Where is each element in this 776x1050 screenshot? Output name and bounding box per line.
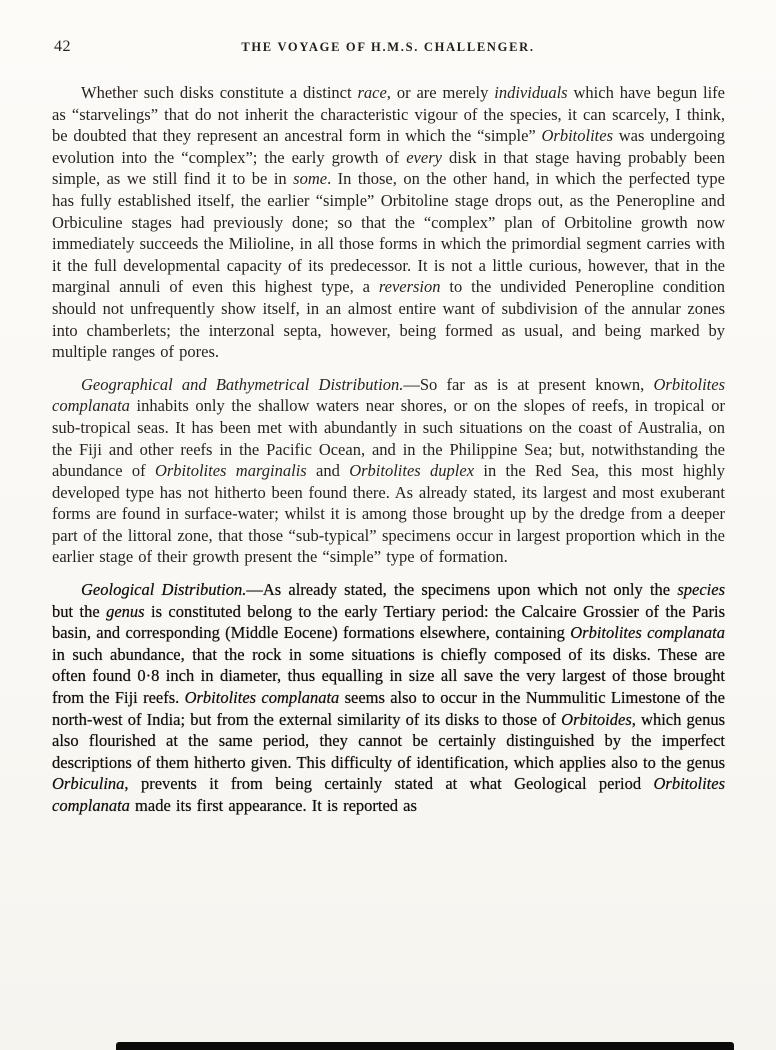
- italic-text-segment: Orbitolites complanata: [570, 623, 725, 643]
- text-segment: . In those, on the other hand, in which the perfected type has fully established itself, the earlier “simple” Orbitoline stage drops out, as the Peneropline and Orbiculine stages had previously done; so that the “complex” plan of Orbitoline growth now immediately succeeds the Milioline, in all those forms in which the primordial segment carries with it the full developmental capacity of its predecessor. It is not a little curious, however, that in the marginal annuli of even this highest type, a: [52, 169, 725, 297]
- italic-text-segment: individuals: [494, 83, 568, 102]
- scan-artifact-bar: [116, 1042, 734, 1050]
- text-segment: seems also to occur in the Nummulitic Limestone of the north-west of India; but from the external similarity of its disks to those of: [52, 688, 725, 729]
- italic-text-segment: Orbitolites duplex: [349, 461, 475, 481]
- text-segment: but the: [52, 601, 107, 621]
- italic-text-segment: Geological Distribution.: [81, 580, 247, 600]
- text-segment: made its first appearance. It is reported as: [129, 796, 417, 815]
- italic-text-segment: Orbitolites: [541, 126, 613, 146]
- text-segment: and: [306, 461, 350, 481]
- italic-text-segment: Orbitolites marginalis: [154, 461, 307, 481]
- page-number: 42: [54, 38, 71, 55]
- italic-text-segment: species: [677, 580, 725, 600]
- italic-text-segment: reversion: [378, 277, 441, 297]
- paragraph-geographical-distribution: [52, 374, 725, 568]
- text-segment: —As already stated, the specimens upon which not only the: [246, 580, 678, 600]
- italic-text-segment: Orbitolites complanata: [184, 688, 340, 708]
- italic-text-segment: Orbitoides: [561, 709, 632, 729]
- text-segment: in such abundance, that the rock in some situations is chiefly composed of its disks. These are often found 0·8 inch in diameter, thus equalling in size all save the very largest of those brought from the Fiji reefs.: [52, 644, 725, 708]
- text-segment: —So far as is at present known,: [403, 374, 654, 394]
- paragraph-geological-distribution: [52, 579, 725, 817]
- text-segment: in the Red Sea, this most highly developed type has not hitherto been found there. As already stated, its largest and most exuberant forms are found in surface-water; whilst it is among those brought up by the dredge from a deeper part of the littoral zone, that those “sub-typical” specimens occur in largest proportion which in the earlier stage of their growth present the “simple” type of formation.: [52, 461, 726, 567]
- text-segment: to the undivided Peneropline condition should not unfrequently show itself, in an almost entire want of subdivision of the annular zones into chamberlets; the interzonal septa, however, being formed as usual, and being marked by multiple ranges of pores.: [52, 277, 726, 362]
- italic-text-segment: some: [293, 169, 328, 189]
- text-segment: which have begun life as “starvelings” that do not inherit the characteristic vigour of the species, it can scarcely, I think, be doubted that they represent an ancestral form in which the “simple”: [52, 83, 725, 146]
- italic-text-segment: Geographical and Bathymetrical Distribution.: [81, 374, 404, 394]
- italic-text-segment: Orbiculina: [52, 774, 125, 794]
- italic-text-segment: Orbitolites complanata: [52, 774, 725, 815]
- text-segment: inhabits only the shallow waters near shores, or on the slopes of reefs, in tropical or sub-tropical seas. It has been met with abundantly in such situations on the coast of Australia, on the Fiji and other reefs in the Pacific Ocean, and in the Philippine Sea; but, notwithstanding the abundance of: [52, 396, 725, 481]
- page-header: [52, 38, 724, 60]
- text-segment: was undergoing evolution into the “complex”; the early growth of: [52, 126, 725, 167]
- text-segment: Whether such disks constitute a distinct: [81, 83, 358, 102]
- paragraph-disks-ancestral-form: [52, 82, 725, 363]
- page-body: [52, 82, 725, 828]
- italic-text-segment: Orbitolites complanata: [52, 374, 725, 416]
- italic-text-segment: genus: [106, 601, 145, 621]
- text-segment: , prevents it from being certainly stated at what Geological period: [124, 774, 654, 794]
- text-segment: , or are merely: [386, 83, 495, 102]
- text-segment: , which genus also flourished at the same period, they cannot be certainly distinguished by the imperfect descriptions of them hitherto given. This difficulty of identification, which applies also to the genus: [52, 709, 725, 772]
- text-segment: is constituted belong to the early Tertiary period: the Calcaire Grossier of the Paris basin, and corresponding (Middle Eocene) formations elsewhere, containing: [52, 601, 725, 643]
- italic-text-segment: every: [406, 147, 442, 167]
- text-segment: disk in that stage having probably been simple, as we still find it to be in: [52, 147, 725, 189]
- running-title: THE VOYAGE OF H.M.S. CHALLENGER.: [241, 40, 535, 54]
- italic-text-segment: race: [357, 83, 387, 102]
